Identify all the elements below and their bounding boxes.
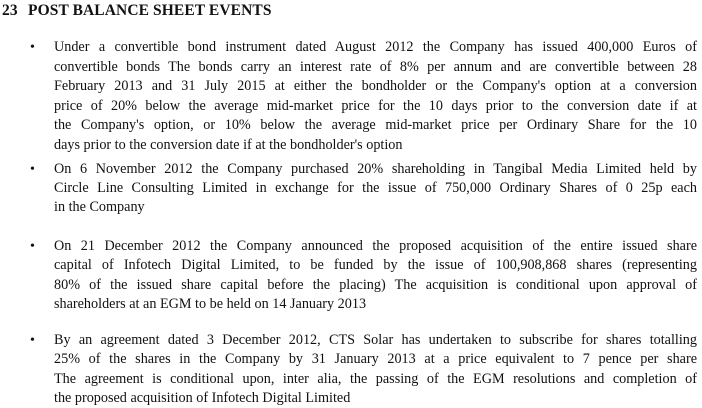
text-line: February 2013 and 31 July 2015 at either the bondholder or the Company's option at a conversion: [54, 78, 697, 94]
text-line: shareholders at an EGM to be held on 14 January 2013: [54, 295, 367, 312]
text-line: 80% of the issued share capital before the placing) The acquisition is conditional upon approval of: [54, 276, 697, 293]
bullet-icon: •: [30, 333, 35, 348]
text-line: Circle Line Consulting Limited in exchange for the issue of 750,000 Ordinary Shares of 0 25p each: [54, 180, 697, 197]
text-line: days prior to the conversion date if at the bondholder's option: [54, 136, 403, 153]
bullet-icon: •: [30, 162, 35, 177]
text-line: capital of Infotech Digital Limited, to be funded by the issue of 100,908,868 shares (representing: [54, 257, 697, 274]
text-line: convertible bonds The bonds carry an interest rate of 8% per annum and are convertible between 28: [54, 58, 697, 75]
text-line: Under a convertible bond instrument dated August 2012 the Company has issued 400,000 Euros of: [54, 39, 697, 55]
text-line: On 21 December 2012 the Company announced the proposed acquisition of the entire issued share: [54, 238, 697, 254]
text-line: the proposed acquisition of Infotech Digital Limited: [54, 389, 351, 406]
text-line: The agreement is conditional upon, inter alia, the passing of the EGM resolutions and completion of: [54, 370, 697, 387]
section-number: 23: [2, 2, 18, 19]
text-line: By an agreement dated 3 December 2012, CTS Solar has undertaken to subscribe for shares totalling: [54, 332, 697, 348]
text-line: in the Company: [54, 199, 145, 216]
bullet-icon: •: [30, 239, 35, 254]
text-line: On 6 November 2012 the Company purchased 20% shareholding in Tangibal Media Limited held by: [54, 161, 697, 177]
section-title: POST BALANCE SHEET EVENTS: [28, 2, 272, 19]
text-line: price of 20% below the average mid-market price for the 10 days prior to the conversion date if at: [54, 97, 697, 114]
bullet-icon: •: [30, 40, 35, 55]
section-heading: [2, 2, 272, 20]
text-line: 25% of the shares in the Company by 31 January 2013 at a price equivalent to 7 pence per share: [54, 351, 697, 368]
text-line: the Company's option, or 10% below the average mid-market price per Ordinary Share for the 10: [54, 117, 697, 133]
